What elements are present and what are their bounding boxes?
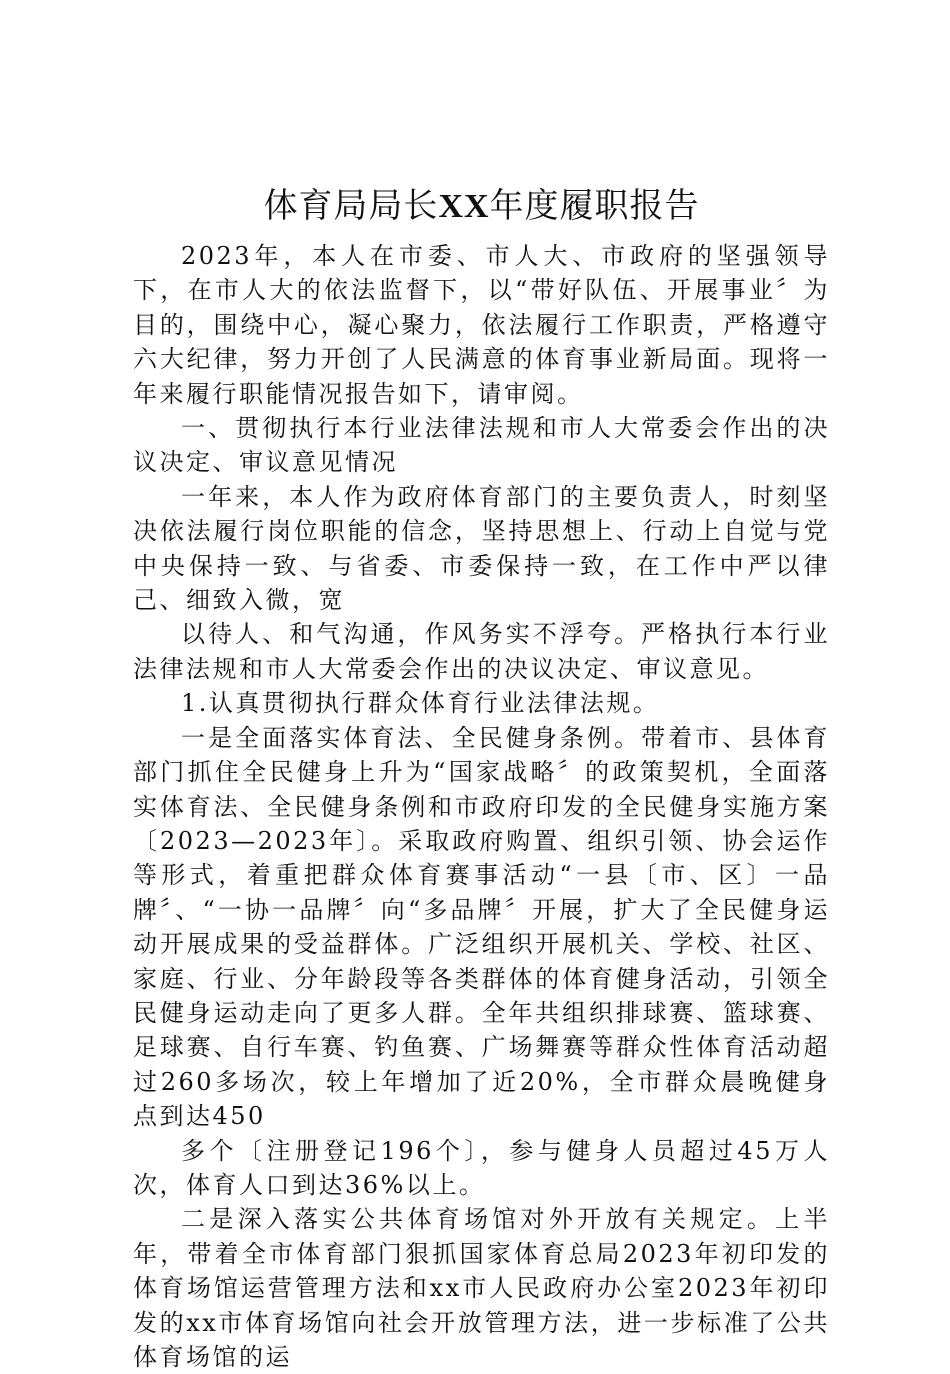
paragraph: 2023年，本人在市委、市人大、市政府的坚强领导下，在市人大的依法监督下，以“带好队伍、开展事业〞为目的，围绕中心，凝心聚力，依法履行工作职责，严格遵守六大纪律，努力开创了人民满意的体育事业新局面。现将一年来履行职能情况报告如下，请审阅。	[133, 242, 830, 408]
document-title	[133, 180, 830, 233]
title-suffix: 年度履职报告	[489, 186, 700, 226]
paragraph: 以待人、和气沟通，作风务实不浮夸。严格执行本行业法律法规和市人大常委会作出的决议决定、审议意见。	[133, 620, 830, 683]
paragraph: 一是全面落实体育法、全民健身条例。带着市、县体育部门抓住全民健身上升为“国家战略〞的政策契机，全面落实体育法、全民健身条例和市政府印发的全民健身实施方案〔2023—2023年〕。采取政府购置、组织引领、协会运作等形式，着重把群众体育赛事活动“一县〔市、区〕一品牌〞、“一协一品牌〞向“多品牌〞开展，扩大了全民健身运动开展成果的受益群体。广泛组织开展机关、学校、社区、家庭、行业、分年龄段等各类群体的体育健身活动，引领全民健身运动走向了更多人群。全年共组织排球赛、篮球赛、足球赛、自行车赛、钓鱼赛、广场舞赛等群众性体育活动超过260多场次，较上年增加了近20%，全市群众晨晚健身点到达450	[133, 723, 830, 1131]
paragraph: 二是深入落实公共体育场馆对外开放有关规定。上半年，带着全市体育部门狠抓国家体育总局2023年初印发的体育场馆运营管理方法和xx市人民政府办公室2023年初印发的xx市体育场馆向社会开放管理方法，进一步标准了公共体育场馆的运	[133, 1205, 830, 1371]
title-bold: XX	[438, 188, 490, 225]
title-prefix: 体育局局长	[263, 186, 439, 226]
paragraph: 一年来，本人作为政府体育部门的主要负责人，时刻坚决依法履行岗位职能的信念，坚持思想上、行动上自觉与党中央保持一致、与省委、市委保持一致，在工作中严以律己、细致入微，宽	[133, 482, 830, 615]
subsection-heading: 1.认真贯彻执行群众体育行业法律法规。	[181, 689, 660, 718]
section-heading: 一、贯彻执行本行业法律法规和市人大常委会作出的决议决定、审议意见情况	[133, 414, 830, 477]
paragraph: 多个〔注册登记196个〕，参与健身人员超过45万人次，体育人口到达36%以上。	[133, 1136, 830, 1199]
document-body	[133, 239, 830, 1374]
